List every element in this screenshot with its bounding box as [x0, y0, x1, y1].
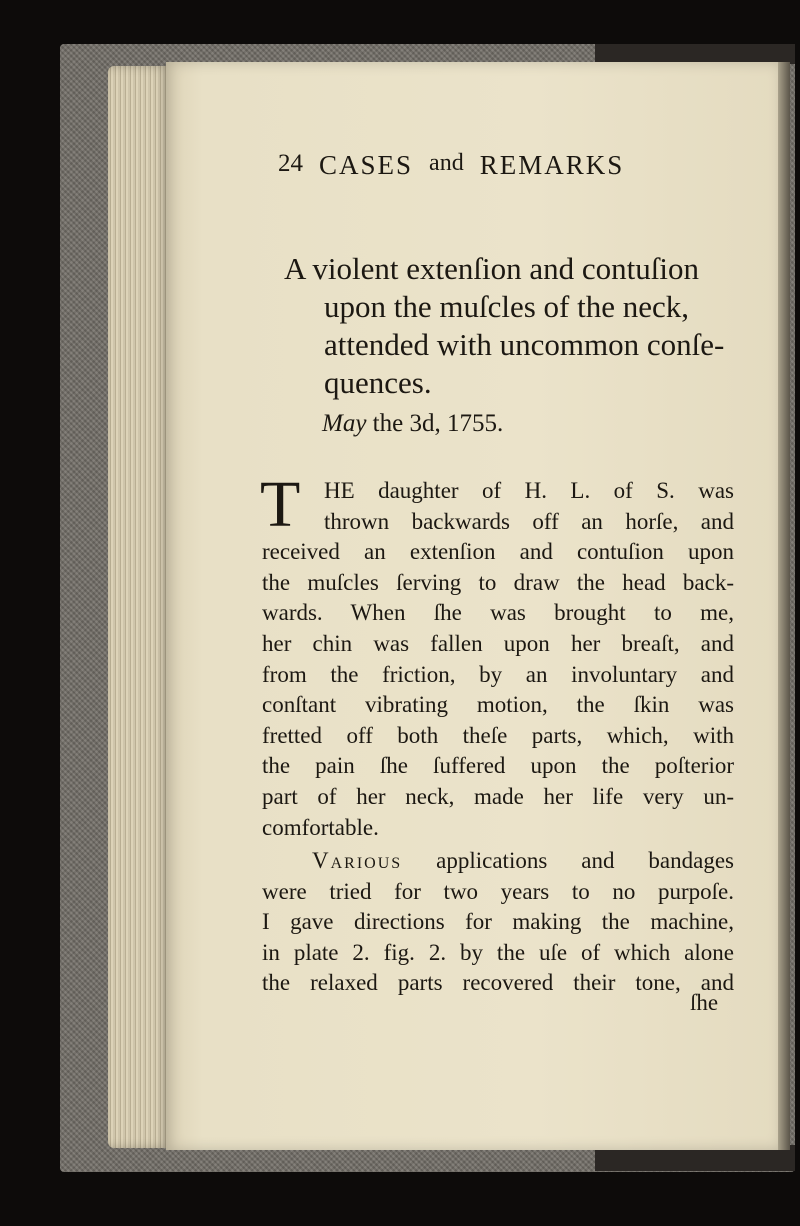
body-line: the relaxed parts recovered their tone, and	[262, 970, 734, 996]
body-line: fretted off both theſe parts, which, with	[262, 722, 734, 748]
body-line: part of her neck, made her life very un-	[262, 783, 734, 809]
body-line: were tried for two years to no purpoſe.	[262, 878, 734, 904]
page-right-edge	[778, 62, 790, 1150]
body-line: wards. When ſhe was brought to me,	[262, 600, 734, 626]
body-line: from the friction, by an involuntary and	[262, 661, 734, 687]
header-and: and	[429, 150, 464, 176]
catchword: ſhe	[690, 990, 719, 1015]
date-rest: the 3d, 1755.	[372, 410, 504, 437]
title-line: attended with uncommon conſe-	[324, 327, 725, 362]
paragraph-lead: Various	[312, 848, 403, 873]
body-line-text: applications and bandages	[436, 848, 735, 873]
cover-dark-band-top	[595, 44, 795, 64]
body-line: thrown backwards off an horſe, and	[324, 508, 734, 534]
title-line: quences.	[324, 365, 432, 400]
body-line: comfortable.	[262, 814, 379, 840]
page-number: 24	[278, 150, 303, 177]
body-line	[262, 846, 734, 877]
body-line: received an extenſion and contuſion upon	[262, 539, 734, 565]
page-edges	[108, 66, 170, 1148]
drop-cap: T	[260, 468, 301, 541]
body-line: the pain ſhe ſuffered upon the poſterior	[262, 753, 734, 779]
running-header	[278, 150, 698, 181]
header-cases: CASES	[319, 150, 414, 180]
body-line: conſtant vibrating motion, the ſkin was	[262, 692, 734, 718]
body-line: her chin was fallen upon her breaſt, and	[262, 630, 734, 656]
body-line: in plate 2. fig. 2. by the uſe of which alone	[262, 939, 734, 965]
body-line: the muſcles ſerving to draw the head back-	[262, 569, 734, 595]
title-line: upon the muſcles of the neck,	[324, 289, 690, 324]
body-line: HE daughter of H. L. of S. was	[324, 478, 734, 503]
paragraph-2	[262, 846, 734, 999]
header-remarks: REMARKS	[479, 150, 625, 180]
title-line: A violent extenſion and contuſion	[284, 251, 699, 286]
paragraph-1	[260, 468, 734, 843]
dateline	[322, 410, 503, 438]
date-month: May	[322, 410, 367, 437]
case-title	[284, 250, 754, 402]
body-line: I gave directions for making the machine,	[262, 909, 734, 935]
